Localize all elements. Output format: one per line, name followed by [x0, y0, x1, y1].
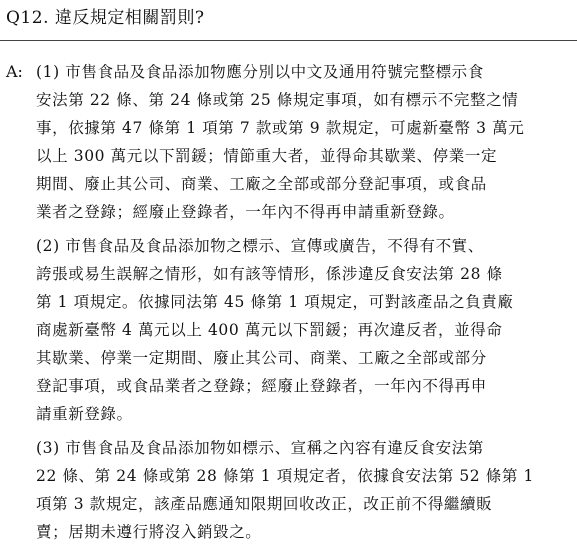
paragraph-line: 賣；居期未遵行將沒入銷毀之。	[36, 523, 262, 541]
paragraph-line: 登記事項，或食品業者之登錄；經廢止登錄者，一年內不得再申	[36, 377, 487, 395]
paragraph-line: 22 條、第 24 條或第 28 條第 1 項規定者，依據食安法第 52 條第 1	[36, 467, 534, 485]
paragraph-line: 其歇業、停業一定期間、廢止其公司、商業、工廠之全部或部分	[36, 349, 487, 367]
paragraph-line: 以上 300 萬元以下罰鍰；情節重大者，並得命其歇業、停業一定	[36, 147, 498, 165]
answer-paragraph-2	[36, 232, 564, 428]
paragraph-line: 商處新臺幣 4 萬元以上 400 萬元以下罰鍰；再次違反者，並得命	[36, 321, 503, 339]
title-divider	[0, 40, 577, 41]
question-title: Q12. 違反規定相關罰則?	[6, 8, 205, 28]
paragraph-line: 請重新登錄。	[36, 405, 133, 423]
paragraph-line: 事，依據第 47 條第 1 項第 7 款或第 9 款規定，可處新臺幣 3 萬元	[36, 119, 525, 137]
answer-label: A:	[6, 62, 23, 81]
paragraph-line: 安法第 22 條、第 24 條或第 25 條規定事項，如有標示不完整之情	[36, 91, 519, 109]
paragraph-line: 業者之登錄；經廢止登錄者，一年內不得再申請重新登錄。	[36, 203, 455, 221]
answer-paragraph-1	[36, 58, 564, 226]
paragraph-line: (3) 市售食品及食品添加物如標示、宣稱之內容有違反食安法第	[36, 439, 484, 457]
answer-paragraph-3	[36, 434, 564, 546]
paragraph-line: 期間、廢止其公司、商業、工廠之全部或部分登記事項，或食品	[36, 175, 487, 193]
paragraph-line: (2) 市售食品及食品添加物之標示、宣傳或廣告，不得有不實、	[36, 237, 484, 255]
paragraph-line: (1) 市售食品及食品添加物應分別以中文及通用符號完整標示食	[36, 63, 484, 81]
paragraph-line: 第 1 項規定。依據同法第 45 條第 1 項規定，可對該產品之負責廠	[36, 293, 514, 311]
paragraph-line: 誇張或易生誤解之情形，如有該等情形，係涉違反食安法第 28 條	[36, 265, 503, 283]
paragraph-line: 項第 3 款規定，該產品應通知限期回收改正，改正前不得繼續販	[36, 495, 493, 513]
